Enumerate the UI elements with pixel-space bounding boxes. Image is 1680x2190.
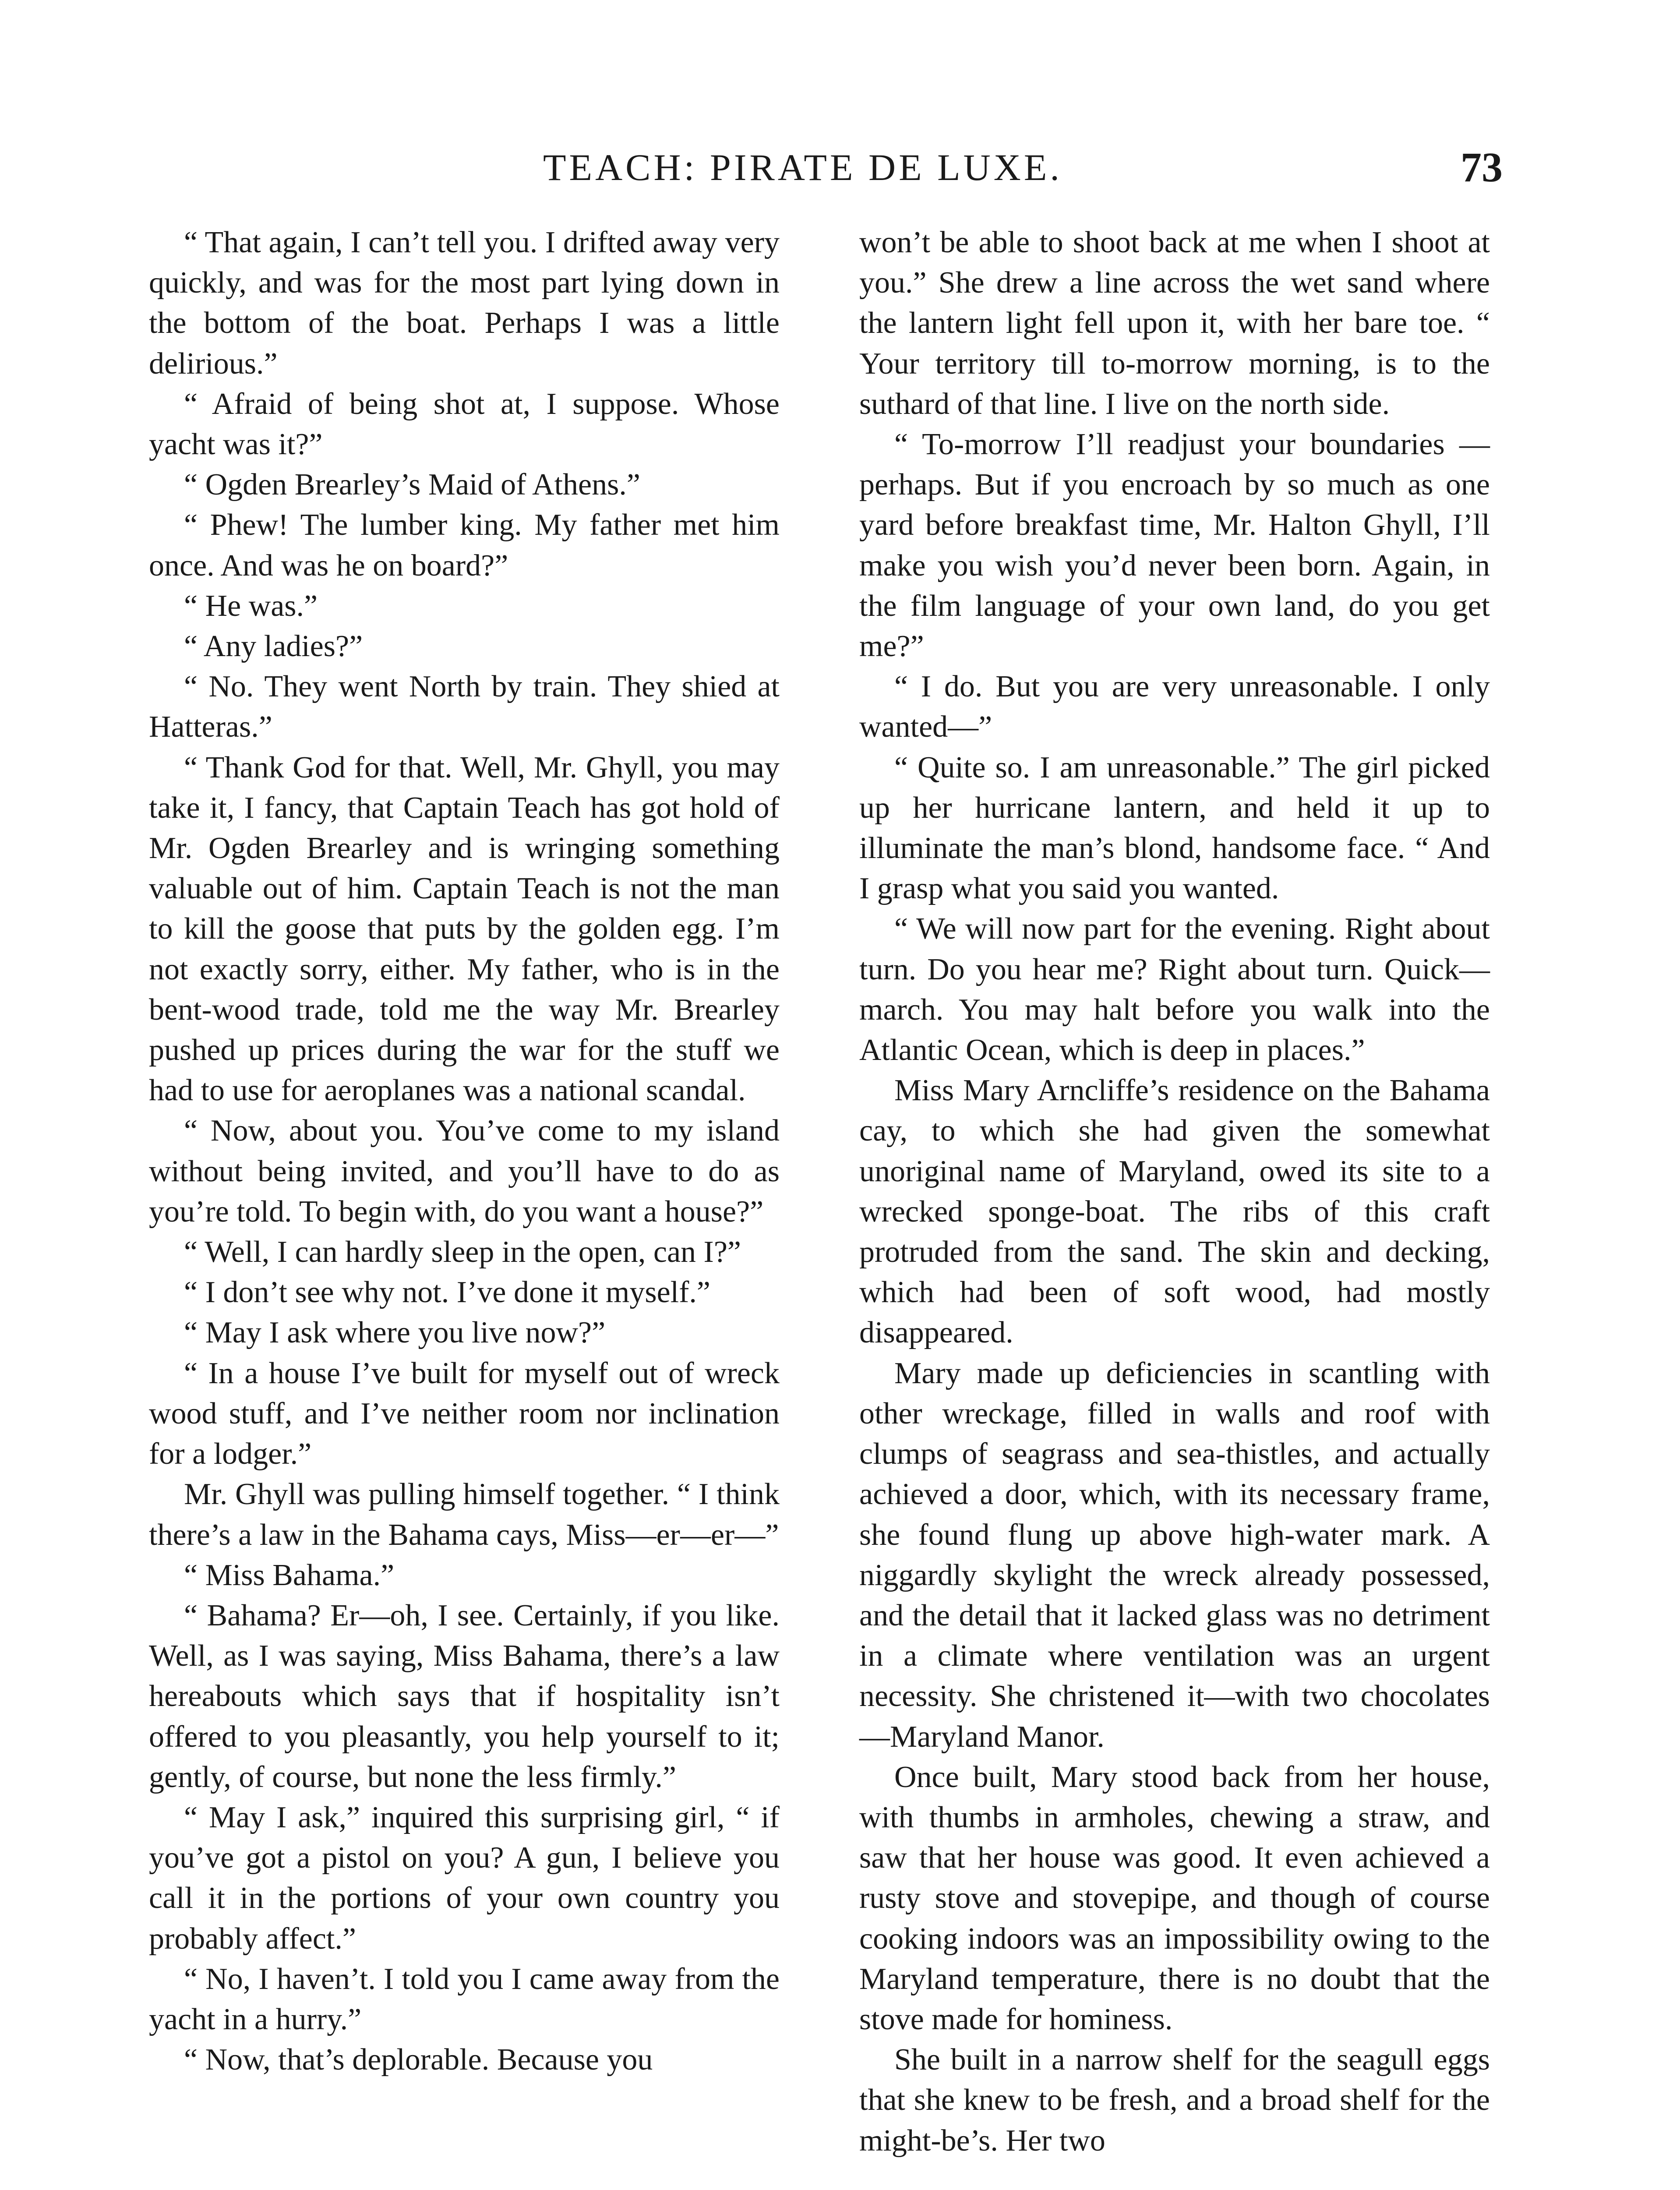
paragraph: “ Now, that’s deplorable. Because you [184, 2043, 653, 2077]
paragraph: “ Bahama? Er—oh, I see. Certainly, if you like. Well, as I was saying, Miss Bahama, there’s a law hereabouts which says that if hospitality isn’t offered to you pleasantly, you help yourself to it; gently, of course, but none the less firmly.” [149, 1598, 780, 1794]
paragraph-continued: won’t be able to shoot back at me when I shoot at you.” She drew a line across the wet sand where the lantern light fell upon it, with her bare toe. “ Your territory till to-morrow morning, is to the suthard of that line. I live on the north side. [859, 226, 1490, 421]
paragraph: “ Quite so. I am unreasonable.” The girl picked up her hurricane lantern, and held it up to illuminate the man’s blond, handsome face. “ And I grasp what you said you wanted. [859, 750, 1490, 906]
page-number: 73 [1461, 144, 1503, 191]
right-column [859, 223, 1490, 2161]
paragraph: Once built, Mary stood back from her house, with thumbs in armholes, chewing a straw, and saw that her house was good. It even achieved a rusty stove and stovepipe, and though of course cooking indoors was an impossibility owing to the Maryland temperature, there is no doubt that the stove made for hominess. [859, 1760, 1490, 2036]
paragraph: “ May I ask where you live now?” [184, 1316, 606, 1350]
paragraph: Mr. Ghyll was pulling himself together. “ I think there’s a law in the Bahama cays, Miss—er—er—” [149, 1477, 780, 1552]
left-column [149, 223, 780, 2080]
paragraph: “ Now, about you. You’ve come to my island without being invited, and you’ll have to do as you’re told. To begin with, do you want a house?” [149, 1114, 780, 1229]
paragraph: “ Ogden Brearley’s Maid of Athens.” [184, 468, 640, 502]
paragraph: “ No, I haven’t. I told you I came away from the yacht in a hurry.” [149, 1962, 780, 2036]
paragraph: “ May I ask,” inquired this surprising girl, “ if you’ve got a pistol on you? A gun, I believe you call it in the portions of your own country you probably affect.” [149, 1800, 780, 1956]
paragraph: Mary made up deficiencies in scantling with other wreckage, filled in walls and roof with clumps of seagrass and sea-thistles, and actually achieved a door, which, with its necessary frame, she found flung up above high-water mark. A niggardly skylight the wreck already possessed, and the detail that it lacked glass was no detriment in a climate where ventilation was an urgent necessity. She christened it—with two chocolates—Maryland Manor. [859, 1356, 1490, 1754]
paragraph: “ We will now part for the evening. Right about turn. Do you hear me? Right about turn. Quick—march. You may halt before you walk into the Atlantic Ocean, which is deep in places.” [859, 912, 1490, 1067]
paragraph: “ I don’t see why not. I’ve done it myself.” [184, 1275, 710, 1310]
paragraph: “ No. They went North by train. They shied at Hatteras.” [149, 670, 780, 744]
running-head [0, 141, 1680, 194]
paragraph: “ To-morrow I’ll readjust your boundaries —perhaps. But if you encroach by so much as one yard before breakfast time, Mr. Halton Ghyll, I’ll make you wish you’d never been born. Again, in the film language of your own land, do you get me?” [859, 427, 1490, 664]
paragraph: “ Well, I can hardly sleep in the open, can I?” [184, 1235, 741, 1269]
paragraph: “ In a house I’ve built for myself out of wreck wood stuff, and I’ve neither room nor inclination for a lodger.” [149, 1356, 780, 1471]
paragraph: “ Phew! The lumber king. My father met him once. And was he on board?” [149, 508, 780, 583]
paragraph: “ Miss Bahama.” [184, 1558, 395, 1592]
paragraph: “ That again, I can’t tell you. I drifted away very quickly, and was for the most part lying down in the bottom of the boat. Perhaps I was a little delirious.” [149, 226, 780, 381]
paragraph: “ Afraid of being shot at, I suppose. Whose yacht was it?” [149, 387, 780, 462]
paragraph: “ Thank God for that. Well, Mr. Ghyll, you may take it, I fancy, that Captain Teach has got hold of Mr. Ogden Brearley and is wringing something valuable out of him. Captain Teach is not the man to kill the goose that puts by the golden egg. I’m not exactly sorry, either. My father, who is in the bent-wood trade, told me the way Mr. Brearley pushed up prices during the war for the stuff we had to use for aeroplanes was a national scandal. [149, 750, 780, 1108]
paragraph: “ He was.” [184, 589, 318, 623]
paragraph: She built in a narrow shelf for the seagull eggs that she knew to be fresh, and a broad shelf for the might-be’s. Her two [859, 2043, 1490, 2158]
paragraph: “ Any ladies?” [184, 629, 363, 664]
paragraph: Miss Mary Arncliffe’s residence on the Bahama cay, to which she had given the somewhat unoriginal name of Maryland, owed its site to a wrecked sponge-boat. The ribs of this craft protruded from the sand. The skin and decking, which had been of soft wood, had mostly disappeared. [859, 1074, 1490, 1350]
running-title: TEACH: PIRATE DE LUXE. [543, 146, 1062, 188]
paragraph: “ I do. But you are very unreasonable. I only wanted—” [859, 670, 1490, 744]
